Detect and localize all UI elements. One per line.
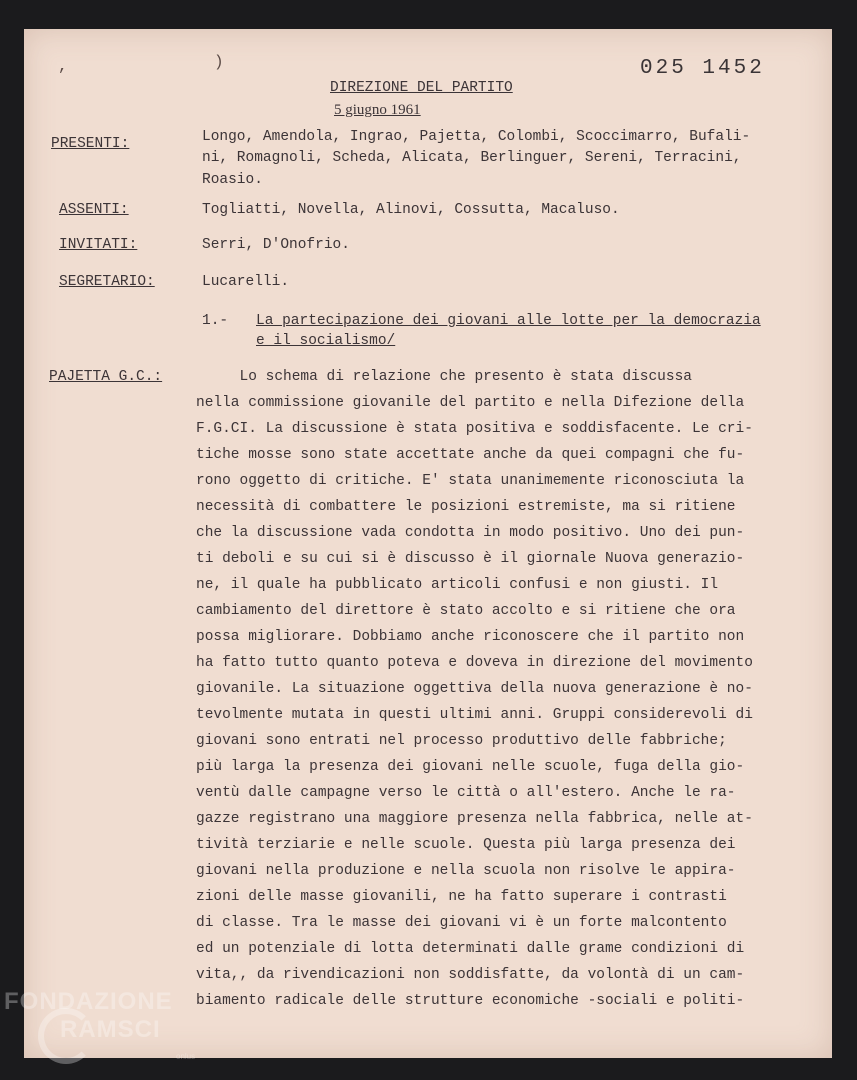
- watermark-text: RAMSCI: [60, 1016, 161, 1043]
- assenti-names: Togliatti, Novella, Alinovi, Cossutta, Macaluso.: [202, 202, 620, 218]
- segretario-name: Lucarelli.: [202, 274, 290, 290]
- presenti-line: Roasio.: [202, 172, 263, 188]
- body-line: ha fatto tutto quanto poteva e doveva in direzione del movimento: [196, 655, 753, 671]
- body-line: vita,, da rivendicazioni non soddisfatte, da volontà di un cam-: [196, 967, 745, 983]
- body-line: gazze registrano una maggiore presenza nella fabbrica, nelle at-: [196, 811, 753, 827]
- agenda-item-title: e il socialismo/: [256, 333, 396, 349]
- body-line: che la discussione vada condotta in modo positivo. Uno dei pun-: [196, 525, 745, 541]
- invitati-names: Serri, D'Onofrio.: [202, 237, 350, 253]
- document-date: 5 giugno 1961: [334, 102, 421, 118]
- body-line: ventù dalle campagne verso le città o all'estero. Anche le ra-: [196, 785, 736, 801]
- body-line: giovani nella produzione e nella scuola non risolve le appira-: [196, 863, 736, 879]
- assenti-label: ASSENTI:: [59, 202, 129, 218]
- agenda-item-title: La partecipazione dei giovani alle lotte per la democrazia: [256, 313, 761, 329]
- body-line: ed un potenziale di lotta determinati dalle grame condizioni di: [196, 941, 745, 957]
- body-line: giovani sono entrati nel processo produttivo delle fabbriche;: [196, 733, 727, 749]
- speaker-label: PAJETTA G.C.:: [49, 369, 163, 385]
- body-line: ne, il quale ha pubblicato articoli confusi e non giusti. Il: [196, 577, 719, 593]
- pen-mark: ): [214, 53, 224, 71]
- body-line: rono oggetto di critiche. E' stata unanimemente riconosciuta la: [196, 473, 745, 489]
- body-line: più larga la presenza dei giovani nelle scuole, fuga della gio-: [196, 759, 745, 775]
- body-line: tività terziarie e nelle scuole. Questa più larga presenza dei: [196, 837, 736, 853]
- body-line: zioni delle masse giovanili, ne ha fatto superare i contrasti: [196, 889, 727, 905]
- pen-mark: ,: [58, 57, 68, 75]
- watermark-small-text: onlus: [176, 1052, 196, 1061]
- invitati-label: INVITATI:: [59, 237, 138, 253]
- body-line: tevolmente mutata in questi ultimi anni. Gruppi considerevoli di: [196, 707, 753, 723]
- body-line: possa migliorare. Dobbiamo anche riconoscere che il partito non: [196, 629, 745, 645]
- presenti-line: Longo, Amendola, Ingrao, Pajetta, Colombi, Scoccimarro, Bufali-: [202, 129, 751, 145]
- presenti-label: PRESENTI:: [51, 136, 130, 152]
- body-line: giovanile. La situazione oggettiva della nuova generazione è no-: [196, 681, 753, 697]
- body-line: Lo schema di relazione che presento è stata discussa: [196, 369, 692, 385]
- watermark-text: FONDAZIONE: [4, 988, 173, 1015]
- document-number: 025 1452: [640, 57, 765, 80]
- body-line: biamento radicale delle strutture economiche -sociali e politi-: [196, 993, 745, 1009]
- body-line: necessità di combattere le posizioni estremiste, ma si ritiene: [196, 499, 736, 515]
- presenti-line: ni, Romagnoli, Scheda, Alicata, Berlinguer, Sereni, Terracini,: [202, 150, 742, 166]
- body-line: ti deboli e su cui si è discusso è il giornale Nuova generazio-: [196, 551, 745, 567]
- document-title: DIREZIONE DEL PARTITO: [330, 80, 513, 96]
- document-page: [24, 29, 832, 1058]
- body-line: nella commissione giovanile del partito e nella Difezione della: [196, 395, 745, 411]
- body-line: cambiamento del direttore è stato accolto e si ritiene che ora: [196, 603, 736, 619]
- segretario-label: SEGRETARIO:: [59, 274, 155, 290]
- agenda-item-number: 1.-: [202, 313, 229, 329]
- body-line: tiche mosse sono state accettate anche da quei compagni che fu-: [196, 447, 745, 463]
- body-line: di classe. Tra le masse dei giovani vi è un forte malcontento: [196, 915, 727, 931]
- body-line: F.G.CI. La discussione è stata positiva e soddisfacente. Le cri-: [196, 421, 753, 437]
